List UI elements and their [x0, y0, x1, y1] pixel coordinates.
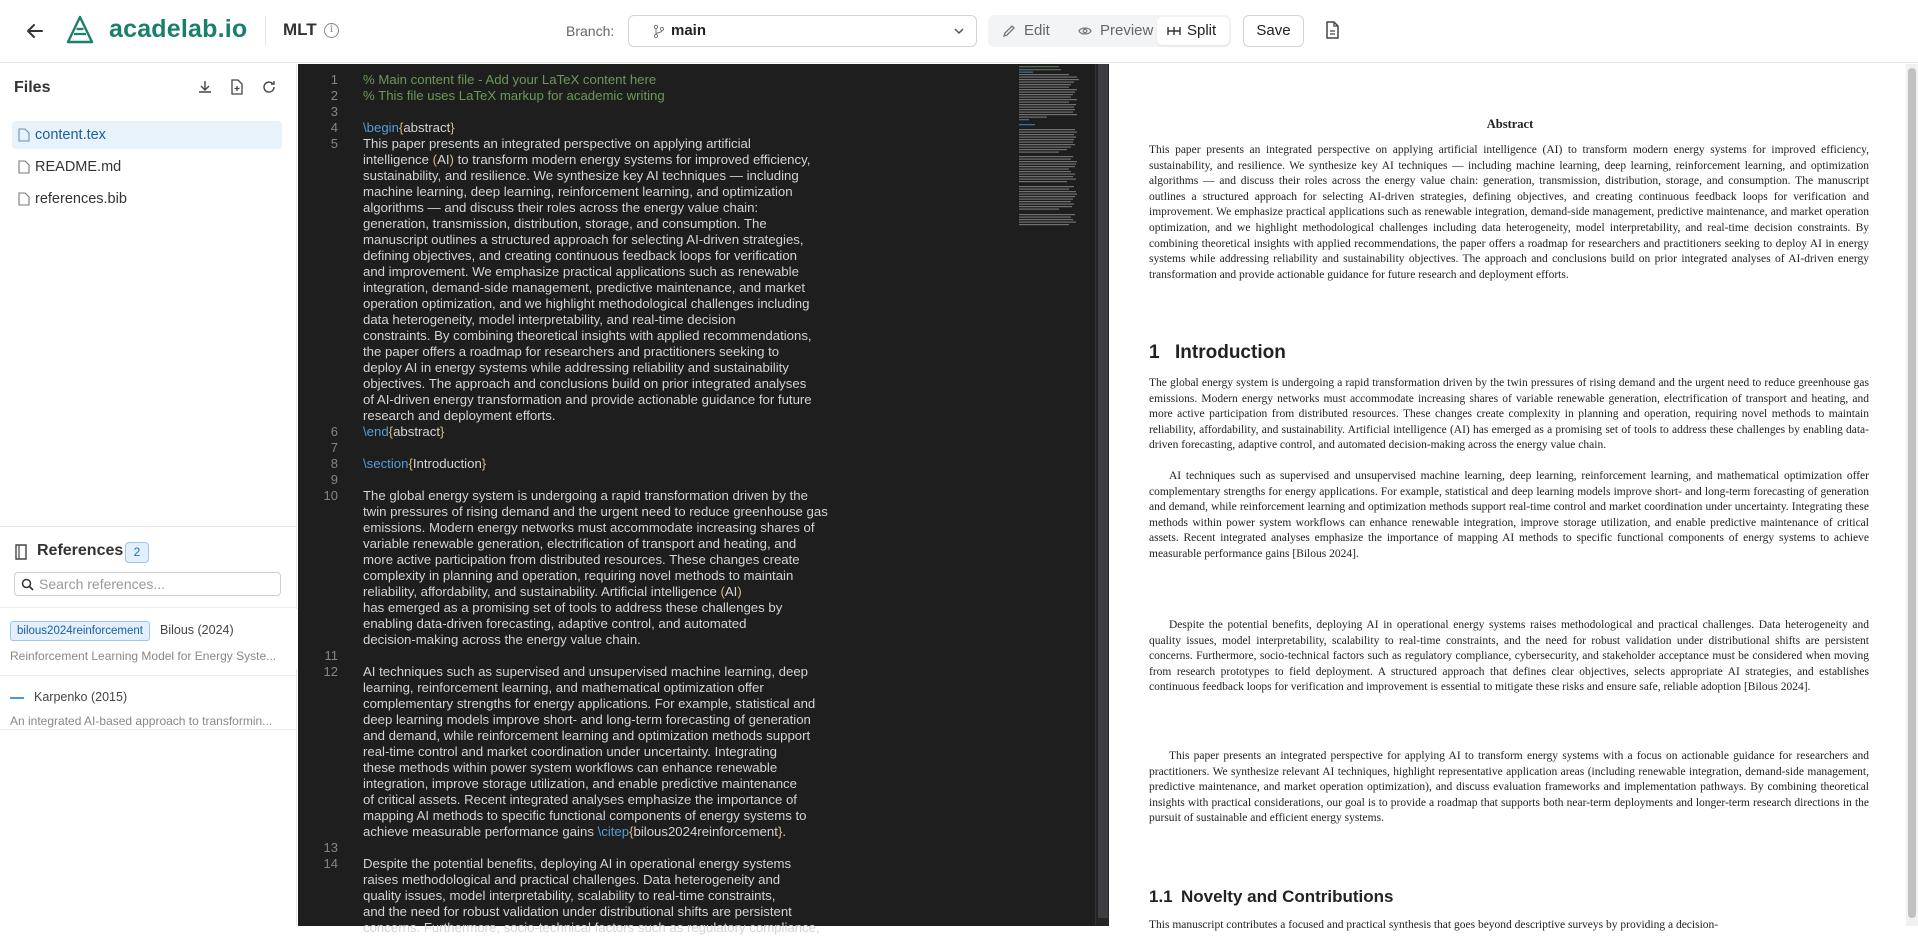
search-icon: [21, 578, 34, 591]
reference-author: Karpenko (2015): [34, 690, 128, 704]
top-bar: [0, 0, 1918, 63]
brace: }: [481, 456, 487, 471]
file-name: references.bib: [35, 191, 127, 207]
code-text: learning, reinforcement learning, and mathematical optimization offer: [363, 680, 764, 695]
file-export-icon[interactable]: [1322, 20, 1342, 40]
latex-command: \section: [363, 456, 409, 471]
split-view-icon: [1167, 24, 1181, 38]
divider: [0, 729, 297, 730]
preview-scrollbar[interactable]: [1906, 64, 1918, 926]
latex-argument: abstract: [403, 120, 451, 135]
file-icon: [18, 128, 30, 142]
code-text: This paper presents an integrated perspective on applying artificial: [363, 136, 751, 151]
subsection-heading: [1149, 887, 1394, 907]
code-text: the paper offers a roadmap for researchers and practitioners seeking to: [363, 344, 780, 359]
code-text: enabling data-driven forecasting, adaptive control, and automated: [363, 616, 747, 631]
line-number: 2: [330, 88, 338, 103]
code-text: machine learning, deep learning, reinforcement learning, and optimization: [363, 184, 793, 199]
files-title: Files: [14, 79, 51, 96]
pencil-icon: [1002, 24, 1016, 38]
branch-select[interactable]: [628, 15, 977, 47]
code-text: research and deployment efforts.: [363, 408, 556, 423]
brace: {: [398, 120, 404, 135]
book-icon: [14, 544, 28, 560]
info-icon[interactable]: i: [324, 23, 339, 38]
paragraph: The global energy system is undergoing a rapid transformation driven by the twin pressures of rising demand and the urgent need to reduce greenhouse gas emissions. Modern energy networks must accommodate increasing shares of variable renewable generation, electrification of transport and heating, and more active participation from distributed resources. These changes create complexity in planning and operation, requiring novel methods to maintain reliability, affordability, and sustainability. Artificial intelligence (AI) has emerged as a promising set of tools to address these challenges by enabling data-driven forecasting, adaptive control, and automated decision-making across the energy value chain.: [1149, 377, 1869, 452]
line-number: 14: [323, 856, 338, 871]
file-list: [12, 121, 282, 217]
code-text: and the need for robust validation under distributional shifts are persistent: [363, 904, 792, 919]
line-number: 7: [330, 440, 338, 455]
subsection-title: Novelty and Contributions: [1181, 887, 1394, 906]
new-file-icon[interactable]: [228, 78, 246, 96]
references-title: References: [37, 542, 124, 559]
line-number: 10: [323, 488, 338, 503]
latex-code-editor[interactable]: [298, 64, 1109, 935]
git-branch-icon: [653, 24, 665, 39]
code-text: decision-making across the energy value chain.: [363, 632, 641, 647]
line-number: 13: [323, 840, 338, 855]
line-number: 6: [330, 424, 338, 439]
code-text: quality issues, model interpretability, scalability to real-time constraints,: [363, 888, 776, 903]
eye-icon: [1078, 24, 1092, 38]
chevron-down-icon: [952, 24, 966, 38]
file-icon: [18, 192, 30, 206]
code-text: emissions. Modern energy networks must accommodate increasing shares of: [363, 520, 815, 535]
latex-command: \end: [363, 424, 389, 439]
code-text: more active participation from distributed resources. These changes create: [363, 552, 800, 567]
project-name: MLT: [283, 20, 317, 39]
code-text: achieve measurable performance gains \citep{bilous2024reinforcement}.: [363, 824, 787, 839]
abstract-title: Abstract: [1486, 117, 1534, 131]
reference-search-input[interactable]: [39, 575, 274, 593]
reference-search-box: [14, 572, 281, 596]
section-number: 1: [1149, 342, 1160, 363]
split-mode-label: Split: [1187, 22, 1217, 39]
file-name: README.md: [35, 159, 122, 175]
preview-mode-button[interactable]: [1066, 17, 1162, 45]
abstract-body: This paper presents an integrated perspective on applying artificial intelligence (AI) to transform modern energy systems for improved efficiency, sustainability, and resilience. We synthesize key AI techniques — including machine learning, deep learning, reinforcement learning, and optimization algorithms — and discuss their roles across the energy value chain: generation, transmission, distribution, storage, and consumption. The manuscript outlines a structured approach for selecting AI-driven strategies, defining objectives, and creating continuous feedback loops for verification and improvement. We emphasize practical applications such as renewable integration, demand-side management, predictive maintenance, and market operation optimization, and we highlight methodological challenges including data heterogeneity, model interpretability, and real-time decision constraints. By combining theoretical insights with applied recommendations, the paper offers a roadmap for researchers and practitioners seeking to deploy AI in energy systems while addressing reliability and sustainability objectives. The approach and conclusions build on prior integrated analyses of AI-driven energy transformation and provide actionable guidance for future research and deployment efforts.: [1149, 144, 1869, 281]
code-text: AI techniques such as supervised and unsupervised machine learning, deep: [363, 664, 808, 679]
brace: }: [450, 120, 455, 135]
divider: [0, 607, 297, 608]
code-text: defining objectives, and creating continuous feedback loops for verification: [363, 248, 797, 263]
code-command: [363, 120, 853, 136]
section-heading: [1149, 342, 1286, 364]
code-text: data heterogeneity, model interpretability, and real-time decision: [363, 312, 736, 327]
code-command: [363, 424, 853, 440]
code-text: variable renewable generation, electrification of transport and heating, and: [363, 536, 797, 551]
code-text: intelligence (AI) to transform modern energy systems for improved efficiency,: [363, 152, 811, 167]
file-item-content-tex[interactable]: [12, 121, 282, 149]
acadelab-logo-icon: [66, 15, 94, 45]
edit-mode-label: Edit: [1024, 22, 1050, 39]
code-text: The global energy system is undergoing a rapid transformation driven by the: [363, 488, 808, 503]
paragraph: AI techniques such as supervised and unsupervised machine learning, deep learning, reinforcement learning, and mathematical optimization offer complementary strengths for energy applications. For example, statistical and deep learning models improve short- and long-term forecasting of generation and demand, while reinforcement learning and optimization methods support real-time control and market coordination under uncertainty. Integrating these methods within power system workflows can enhance renewable integration, improve storage utilization, and enable predictive maintenance of critical assets. Recent integrated analyses emphasize the importance of mapping AI methods to specific functional components of energy systems to achieve measurable performance gains [Bilous 2024].: [1149, 470, 1869, 560]
code-text: integration, improve storage utilization, and enable predictive maintenance: [363, 776, 797, 791]
line-number: 4: [330, 120, 338, 135]
code-text: raises methodological and practical challenges. Data heterogeneity and: [363, 872, 781, 887]
citation-key-badge[interactable]: bilous2024reinforcement: [10, 621, 150, 641]
code-command: [363, 456, 853, 472]
code-text: and improvement. We emphasize practical applications such as renewable: [363, 264, 799, 279]
code-text: sustainability, and resilience. We synthesize key AI techniques — including: [363, 168, 799, 183]
editor-scrollbar[interactable]: [1095, 64, 1109, 926]
line-number: 12: [323, 664, 338, 679]
line-number: 3: [330, 104, 338, 119]
reference-author: Bilous (2024): [160, 623, 234, 637]
line-number: 1: [330, 72, 338, 87]
edit-mode-button[interactable]: [990, 17, 1066, 45]
brace: {: [408, 456, 413, 471]
code-text: of AI-driven energy transformation and provide actionable guidance for future: [363, 392, 812, 407]
code-text: of critical assets. Recent integrated analyses emphasize the importance of: [363, 792, 797, 807]
paragraph: Despite the potential benefits, deploying AI in operational energy systems raises methodological and practical challenges. Data heterogeneity and quality issues, model interpretability, scalability to real-time constraints, and the need for robust validation under distributional shifts are persistent concerns. Furthermore, socio-technical factors such as regulatory compliance, cybersecurity, and stakeholder acceptance must be considered when moving from research prototypes to field deployment. A structured approach that defines clear objectives, selects appropriate AI strategies, and establishes continuous feedback loops for verification and improvement is essential to mitigate these risks and ensure safe, reliable adoption [Bilous 2024].: [1149, 619, 1869, 694]
code-text: these methods within power system workflows can enhance renewable: [363, 760, 778, 775]
file-name: content.tex: [35, 127, 106, 143]
brace: }: [440, 424, 445, 439]
code-text: real-time control and market coordination under uncertainty. Integrating: [363, 744, 777, 759]
code-text: manuscript outlines a structured approach for selecting AI-driven strategies,: [363, 232, 804, 247]
branch-value: main: [671, 22, 707, 39]
file-icon: [18, 160, 30, 174]
code-text: algorithms — and discuss their roles across the energy value chain:: [363, 200, 759, 215]
back-arrow-icon[interactable]: [24, 20, 46, 42]
reference-title: An integrated AI-based approach to transformin...: [10, 714, 273, 728]
line-number: 11: [324, 648, 338, 663]
reference-title: Reinforcement Learning Model for Energy Syste...: [10, 649, 277, 663]
code-text: integration, demand-side management, predictive maintenance, and market: [363, 280, 806, 295]
refresh-icon[interactable]: [260, 78, 278, 96]
file-item-references-bib[interactable]: [12, 185, 282, 213]
code-comment: % This file uses LaTeX markup for academic writing: [363, 88, 665, 103]
scrollbar-thumb[interactable]: [1098, 64, 1108, 918]
sidebar: [0, 64, 297, 926]
line-number: 5: [330, 136, 338, 151]
code-text: reliability, affordability, and sustainability. Artificial intelligence (AI): [363, 584, 742, 599]
code-text: complementary strengths for energy applications. For example, statistical and: [363, 696, 816, 711]
line-number: 8: [330, 456, 338, 471]
latex-command: \begin: [363, 120, 399, 135]
latex-argument: abstract: [393, 424, 440, 439]
code-comment: % Main content file - Add your LaTeX content here: [363, 72, 657, 87]
divider: [0, 526, 297, 527]
split-mode-button[interactable]: [1157, 17, 1229, 45]
reference-marker: [10, 697, 24, 699]
references-count-badge: 2: [125, 542, 149, 563]
brand-name: acadelab.io: [109, 15, 248, 43]
code-text: Despite the potential benefits, deploying AI in operational energy systems: [363, 856, 792, 871]
section-title: Introduction: [1175, 342, 1286, 363]
code-text: constraints. By combining theoretical insights with applied recommendations,: [363, 328, 812, 343]
save-button[interactable]: Save: [1243, 15, 1304, 47]
pdf-preview-pane[interactable]: [1110, 64, 1918, 931]
reference-item[interactable]: [0, 609, 297, 669]
editor-minimap[interactable]: [1015, 64, 1095, 264]
subsection-number: 1.1: [1149, 887, 1173, 906]
paragraph: This manuscript contributes a focused and practical synthesis that goes beyond descriptive surveys by providing a decision-: [1149, 919, 1719, 931]
code-text: generation, transmission, distribution, storage, and consumption. The: [363, 216, 767, 231]
latex-argument: Introduction: [412, 456, 482, 471]
divider: [265, 16, 266, 46]
paragraph: This paper presents an integrated perspective for applying AI to transform energy systems with a focus on actionable guidance for researchers and practitioners. We synthesize relevant AI techniques, highlight representative application areas (including renewable integration, demand-side management, predictive maintenance, and market operation optimization), and discuss evaluation frameworks and implementation pathways. By combining theoretical insights with practical considerations, our goal is to provide a roadmap that supports both near-term deployments and longer-term research directions in the pursuit of sustainable and efficient energy systems.: [1149, 750, 1869, 825]
view-mode-toggle: [988, 15, 1231, 47]
code-text: deploy AI in energy systems while addressing reliability and sustainability: [363, 360, 789, 375]
code-text: objectives. The approach and conclusions build on prior integrated analyses: [363, 376, 807, 391]
code-text: mapping AI methods to specific functional components of energy systems to: [363, 808, 807, 823]
code-text: operation optimization, and we highlight methodological challenges including: [363, 296, 810, 311]
file-item-readme[interactable]: [12, 153, 282, 181]
code-text: concerns. Furthermore, socio-technical factors such as regulatory compliance,: [363, 920, 820, 935]
branch-label: Branch:: [566, 23, 615, 39]
scrollbar-thumb[interactable]: [1908, 68, 1916, 918]
reference-item[interactable]: [0, 676, 297, 736]
code-text: complexity in planning and operation, requiring novel methods to maintain: [363, 568, 794, 583]
line-number: 9: [330, 472, 338, 487]
download-icon[interactable]: [196, 78, 214, 96]
brace: {: [388, 424, 394, 439]
preview-mode-label: Preview: [1100, 22, 1154, 39]
code-text: deep learning models improve short- and long-term forecasting of generation: [363, 712, 811, 727]
code-text: twin pressures of rising demand and the urgent need to reduce greenhouse gas: [363, 504, 828, 519]
code-text: has emerged as a promising set of tools to address these challenges by: [363, 600, 783, 615]
code-text: and demand, while reinforcement learning and optimization methods support: [363, 728, 811, 743]
